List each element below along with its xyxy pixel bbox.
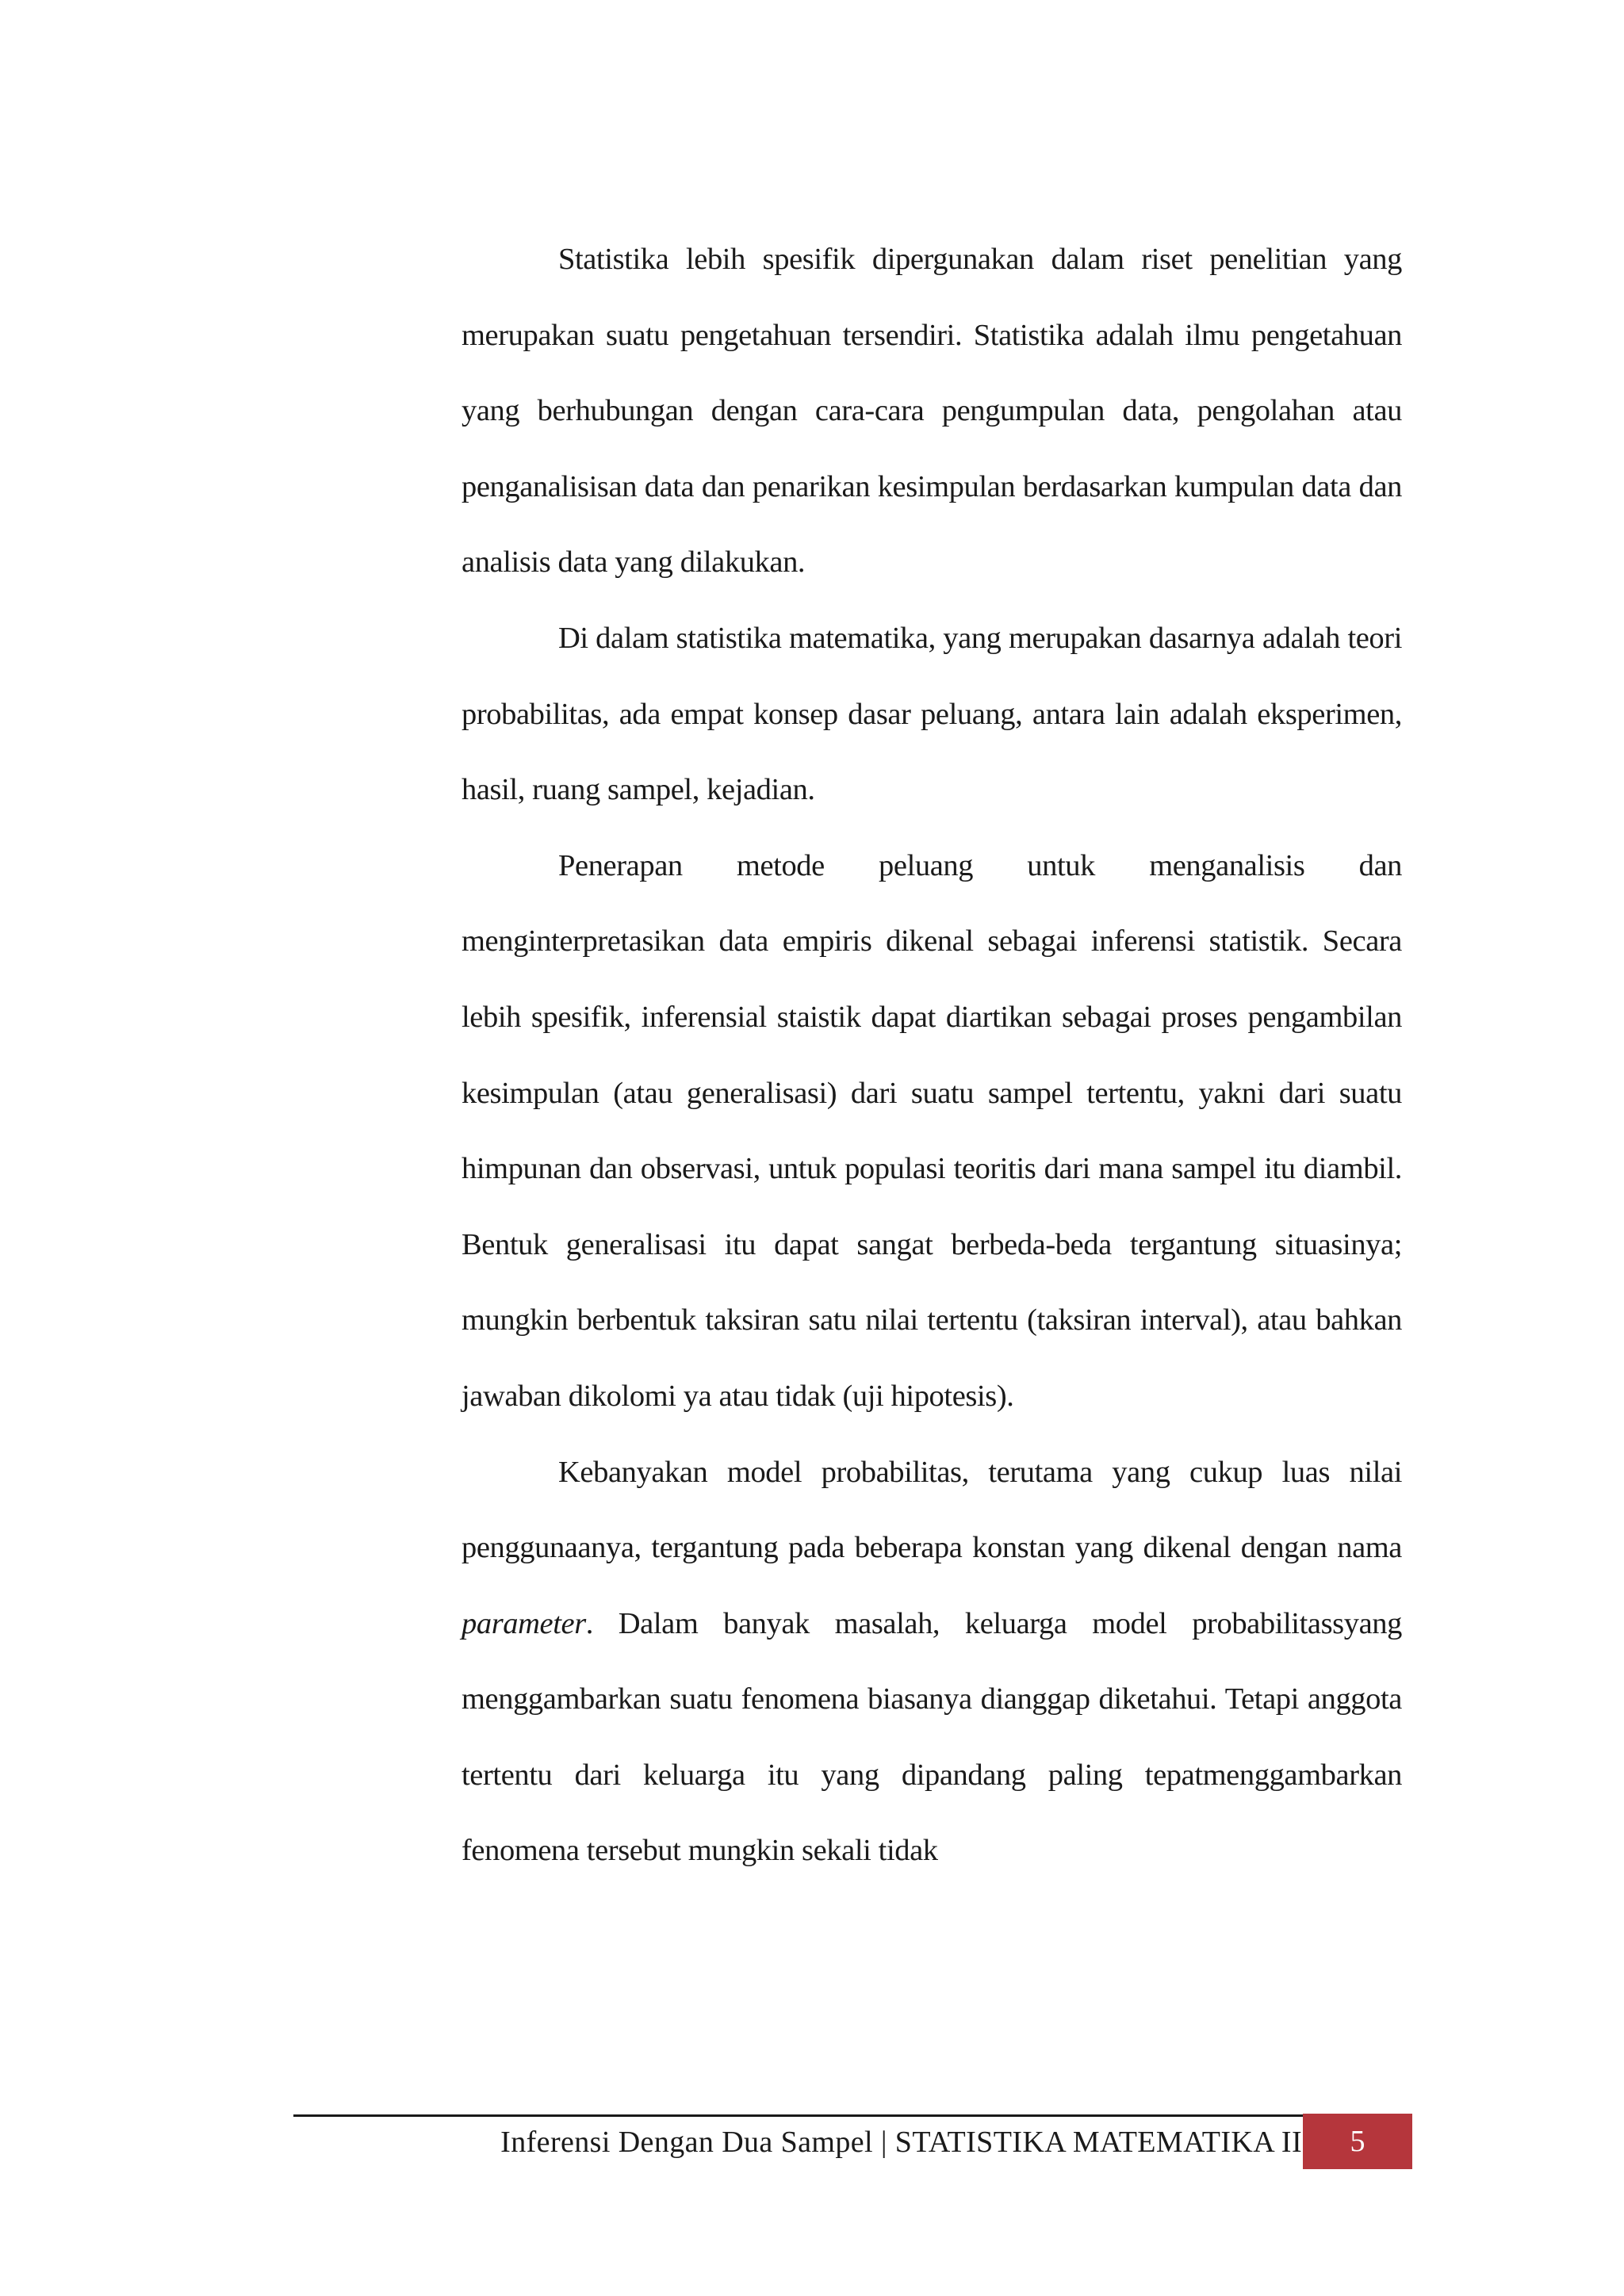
page-number-badge: 5 bbox=[1303, 2114, 1412, 2169]
footer-title: Inferensi Dengan Dua Sampel | STATISTIKA MATEMATIKA II bbox=[500, 2126, 1302, 2159]
paragraph-1: Statistika lebih spesifik dipergunakan dalam riset penelitian yang merupakan suatu pengetahuan tersendiri. Statistika adalah ilmu pengetahuan yang berhubungan dengan cara-cara pengumpulan data, pengolahan atau penganalisisan data dan penarikan kesimpulan berdasarkan kumpulan data dan analisis data yang dilakukan. bbox=[462, 243, 1402, 580]
paragraph-2: Di dalam statistika matematika, yang merupakan dasarnya adalah teori probabilitas, ada empat konsep dasar peluang, antara lain adalah eksperimen, hasil, ruang sampel, kejadian. bbox=[462, 621, 1402, 807]
body-text bbox=[462, 222, 1402, 1889]
paragraph-4 bbox=[462, 1435, 1402, 1890]
parameter-term: parameter bbox=[462, 1606, 586, 1640]
paragraph-4-text-start: Kebanyakan model probabilitas, terutama yang cukup luas nilai penggunaanya, tergantung pada beberapa konstan yang dikenal dengan nama bbox=[462, 1455, 1402, 1565]
paragraph-4-text-end: . Dalam banyak masalah, keluarga model probabilitassyang menggambarkan suatu fenomena biasanya dianggap diketahui. Tetapi anggota tertentu dari keluarga itu yang dipandang paling tepatmenggambarkan fenomena tersebut mungkin sekali tidak bbox=[462, 1606, 1402, 1868]
paragraph-3: Penerapan metode peluang untuk menganalisis dan menginterpretasikan data empiris dikenal sebagai inferensi statistik. Secara lebih spesifik, inferensial staistik dapat diartikan sebagai proses pengambilan kesimpulan (atau generalisasi) dari suatu sampel tertentu, yakni dari suatu himpunan dan observasi, untuk populasi teoritis dari mana sampel itu diambil. Bentuk generalisasi itu dapat sangat berbeda-beda tergantung situasinya; mungkin berbentuk taksiran satu nilai tertentu (taksiran interval), atau bahkan jawaban dikolomi ya atau tidak (uji hipotesis). bbox=[462, 848, 1402, 1413]
